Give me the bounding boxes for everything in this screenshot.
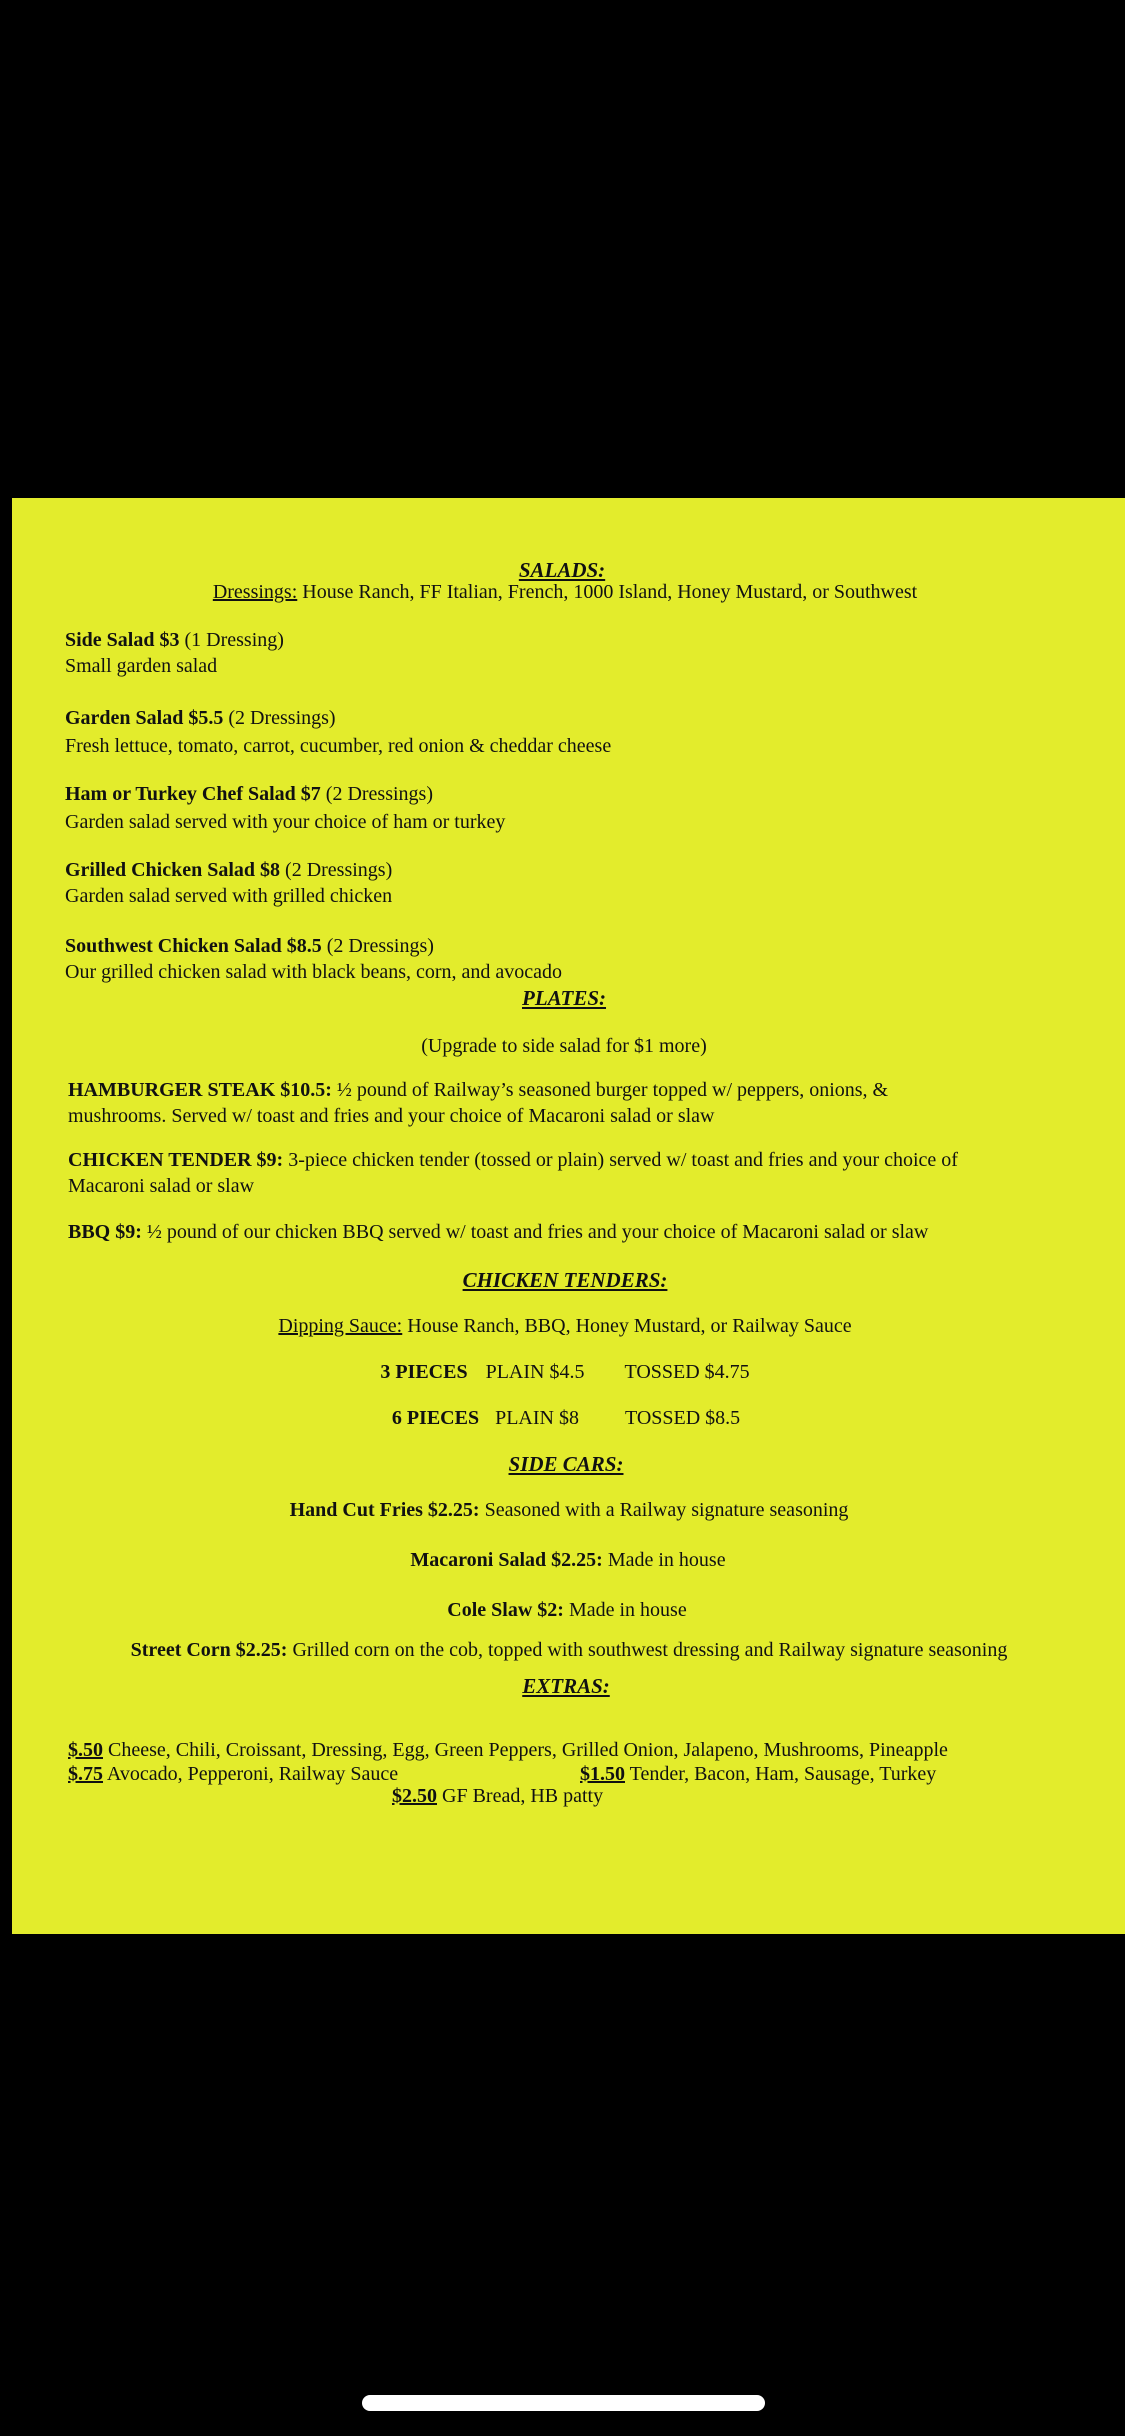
side-name: Hand Cut Fries $2.25: bbox=[289, 1499, 480, 1521]
plate-item-hamburger-steak bbox=[68, 1078, 888, 1102]
salad-name: Garden Salad $5.5 bbox=[65, 707, 224, 729]
side-item-slaw bbox=[447, 1598, 686, 1622]
salad-desc: Our grilled chicken salad with black beans, corn, and avocado bbox=[65, 961, 563, 983]
side-item-macaroni bbox=[410, 1548, 725, 1572]
salad-item-chef bbox=[65, 782, 433, 806]
plate-desc: ½ pound of our chicken BBQ served w/ toast and fries and your choice of Macaroni salad or slaw bbox=[141, 1221, 929, 1243]
dipping-sauce-label: Dipping Sauce: bbox=[278, 1315, 403, 1337]
tenders-sauce-line bbox=[278, 1314, 851, 1338]
salad-note: (1 Dressing) bbox=[179, 629, 284, 651]
plate-name: BBQ $9: bbox=[68, 1221, 142, 1243]
tenders-heading: CHICKEN TENDERS: bbox=[462, 1268, 668, 1292]
extras-price: $2.50 bbox=[392, 1785, 437, 1807]
salad-item-side bbox=[65, 628, 284, 652]
dressings-text: House Ranch, FF Italian, French, 1000 Island, Honey Mustard, or Southwest bbox=[297, 581, 918, 603]
plate-desc-cont: Macaroni salad or slaw bbox=[68, 1175, 255, 1197]
salad-note: (2 Dressings) bbox=[223, 707, 336, 729]
tenders-row-3 bbox=[380, 1360, 749, 1384]
salad-item-garden bbox=[65, 706, 336, 730]
side-name: Macaroni Salad $2.25: bbox=[410, 1549, 603, 1571]
tender-plain: PLAIN $8 bbox=[495, 1407, 579, 1429]
tender-tossed: TOSSED $4.75 bbox=[624, 1361, 750, 1383]
side-desc: Made in house bbox=[602, 1549, 726, 1571]
side-desc: Made in house bbox=[563, 1599, 687, 1621]
plate-item-bbq bbox=[68, 1220, 928, 1244]
plate-name: HAMBURGER STEAK $10.5: bbox=[68, 1079, 332, 1101]
salad-note: (2 Dressings) bbox=[280, 859, 393, 881]
salad-desc: Fresh lettuce, tomato, carrot, cucumber, red onion & cheddar cheese bbox=[65, 735, 612, 757]
side-name: Street Corn $2.25: bbox=[130, 1639, 288, 1661]
extras-price: $.75 bbox=[68, 1763, 103, 1785]
plates-upgrade-note: (Upgrade to side salad for $1 more) bbox=[421, 1035, 707, 1057]
plate-item-chicken-tender bbox=[68, 1148, 958, 1172]
salad-desc: Garden salad served with grilled chicken bbox=[65, 885, 393, 907]
plate-desc: ½ pound of Railway’s seasoned burger topped w/ peppers, onions, & bbox=[331, 1079, 889, 1101]
extras-heading: EXTRAS: bbox=[522, 1674, 610, 1698]
extras-items: Tender, Bacon, Ham, Sausage, Turkey bbox=[625, 1763, 937, 1785]
salad-desc: Garden salad served with your choice of ham or turkey bbox=[65, 811, 506, 833]
tender-qty: 3 PIECES bbox=[380, 1361, 468, 1383]
salad-note: (2 Dressings) bbox=[321, 935, 434, 957]
extras-line-150 bbox=[580, 1762, 936, 1786]
plate-name: CHICKEN TENDER $9: bbox=[68, 1149, 284, 1171]
extras-line-50 bbox=[68, 1738, 948, 1762]
side-desc: Seasoned with a Railway signature seasoning bbox=[479, 1499, 849, 1521]
side-desc: Grilled corn on the cob, topped with southwest dressing and Railway signature seasoning bbox=[287, 1639, 1008, 1661]
extras-price: $.50 bbox=[68, 1739, 103, 1761]
side-name: Cole Slaw $2: bbox=[447, 1599, 564, 1621]
extras-items: Cheese, Chili, Croissant, Dressing, Egg, Green Peppers, Grilled Onion, Jalapeno, Mushrooms, Pineapple bbox=[103, 1739, 948, 1761]
sides-heading: SIDE CARS: bbox=[508, 1452, 624, 1476]
salad-item-southwest bbox=[65, 934, 434, 958]
salad-name: Southwest Chicken Salad $8.5 bbox=[65, 935, 322, 957]
tender-tossed: TOSSED $8.5 bbox=[624, 1407, 741, 1429]
salads-dressings-line bbox=[213, 580, 917, 604]
extras-items: GF Bread, HB patty bbox=[437, 1785, 604, 1807]
dipping-sauce-text: House Ranch, BBQ, Honey Mustard, or Railway Sauce bbox=[402, 1315, 852, 1337]
extras-price: $1.50 bbox=[580, 1763, 625, 1785]
side-item-street-corn bbox=[131, 1638, 1008, 1662]
tender-plain: PLAIN $4.5 bbox=[485, 1361, 585, 1383]
salad-note: (2 Dressings) bbox=[320, 783, 433, 805]
salad-item-grilled-chicken bbox=[65, 858, 392, 882]
plates-heading: PLATES: bbox=[521, 986, 607, 1010]
salad-name: Ham or Turkey Chef Salad $7 bbox=[65, 783, 321, 805]
salad-name: Side Salad $3 bbox=[65, 629, 180, 651]
side-item-fries bbox=[290, 1498, 849, 1522]
plate-desc: 3-piece chicken tender (tossed or plain) served w/ toast and fries and your choice of bbox=[283, 1149, 958, 1171]
extras-items: Avocado, Pepperoni, Railway Sauce bbox=[103, 1763, 399, 1785]
salad-desc: Small garden salad bbox=[65, 655, 218, 677]
extras-line-250 bbox=[392, 1784, 603, 1808]
salads-heading: SALADS: bbox=[518, 558, 606, 582]
salad-name: Grilled Chicken Salad $8 bbox=[65, 859, 281, 881]
plate-desc-cont: mushrooms. Served w/ toast and fries and your choice of Macaroni salad or slaw bbox=[68, 1105, 715, 1127]
tenders-row-6 bbox=[392, 1406, 740, 1430]
tender-qty: 6 PIECES bbox=[391, 1407, 480, 1429]
dressings-label: Dressings: bbox=[212, 581, 298, 603]
home-indicator[interactable] bbox=[362, 2395, 765, 2411]
extras-line-75 bbox=[68, 1762, 398, 1786]
